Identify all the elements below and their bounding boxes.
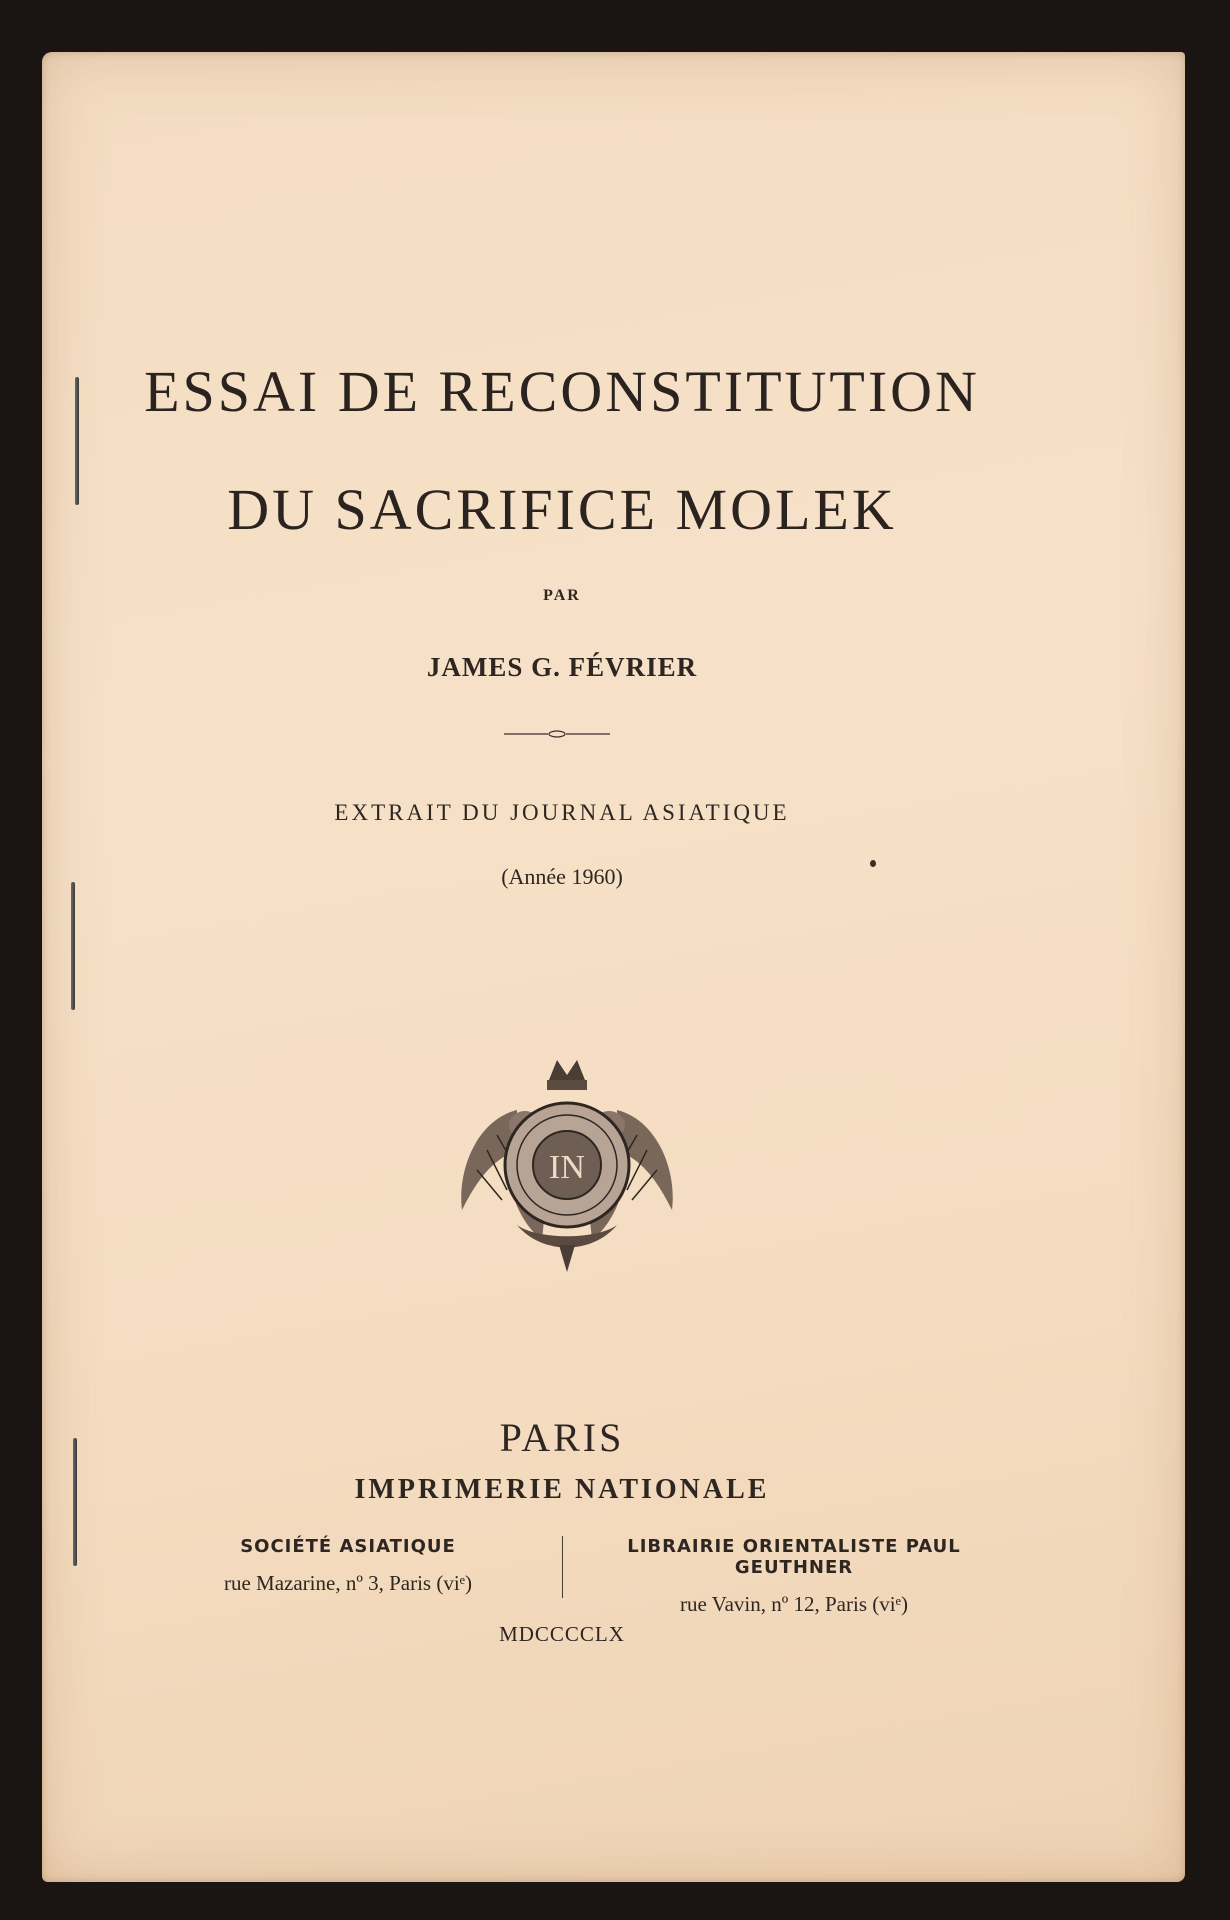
- paper-speck: [870, 860, 876, 867]
- document-cover: [42, 52, 1185, 1882]
- title-line-2: DU SACRIFICE MOLEK: [227, 477, 897, 542]
- year-roman: MDCCCCLX: [499, 1622, 625, 1646]
- publisher-right-address: rue Vavin, nº 12, Paris (viᵉ): [680, 1592, 908, 1616]
- author-name: JAMES G. FÉVRIER: [426, 652, 698, 682]
- printer-name: IMPRIMERIE NATIONALE: [354, 1474, 770, 1505]
- publisher-right: [569, 1536, 1019, 1617]
- par-label: PAR: [543, 587, 581, 604]
- publisher-left-address: rue Mazarine, nº 3, Paris (viᵉ): [223, 1571, 473, 1595]
- publisher-right-name: LIBRAIRIE ORIENTALISTE PAUL GEUTHNER: [627, 1536, 961, 1578]
- svg-text:IN: IN: [549, 1149, 585, 1186]
- annee-line: (Année 1960): [501, 864, 623, 889]
- publisher-left: [162, 1536, 534, 1596]
- imprimerie-nationale-emblem-icon: [447, 1040, 687, 1280]
- ornament-rule-icon: [504, 728, 610, 740]
- staple: [71, 882, 75, 1010]
- title-line-1: ESSAI DE RECONSTITUTION: [144, 359, 980, 424]
- column-divider: [562, 1536, 563, 1598]
- publisher-city: PARIS: [499, 1415, 625, 1460]
- publisher-left-name: SOCIÉTÉ ASIATIQUE: [240, 1536, 456, 1557]
- extrait-line: EXTRAIT DU JOURNAL ASIATIQUE: [334, 800, 790, 825]
